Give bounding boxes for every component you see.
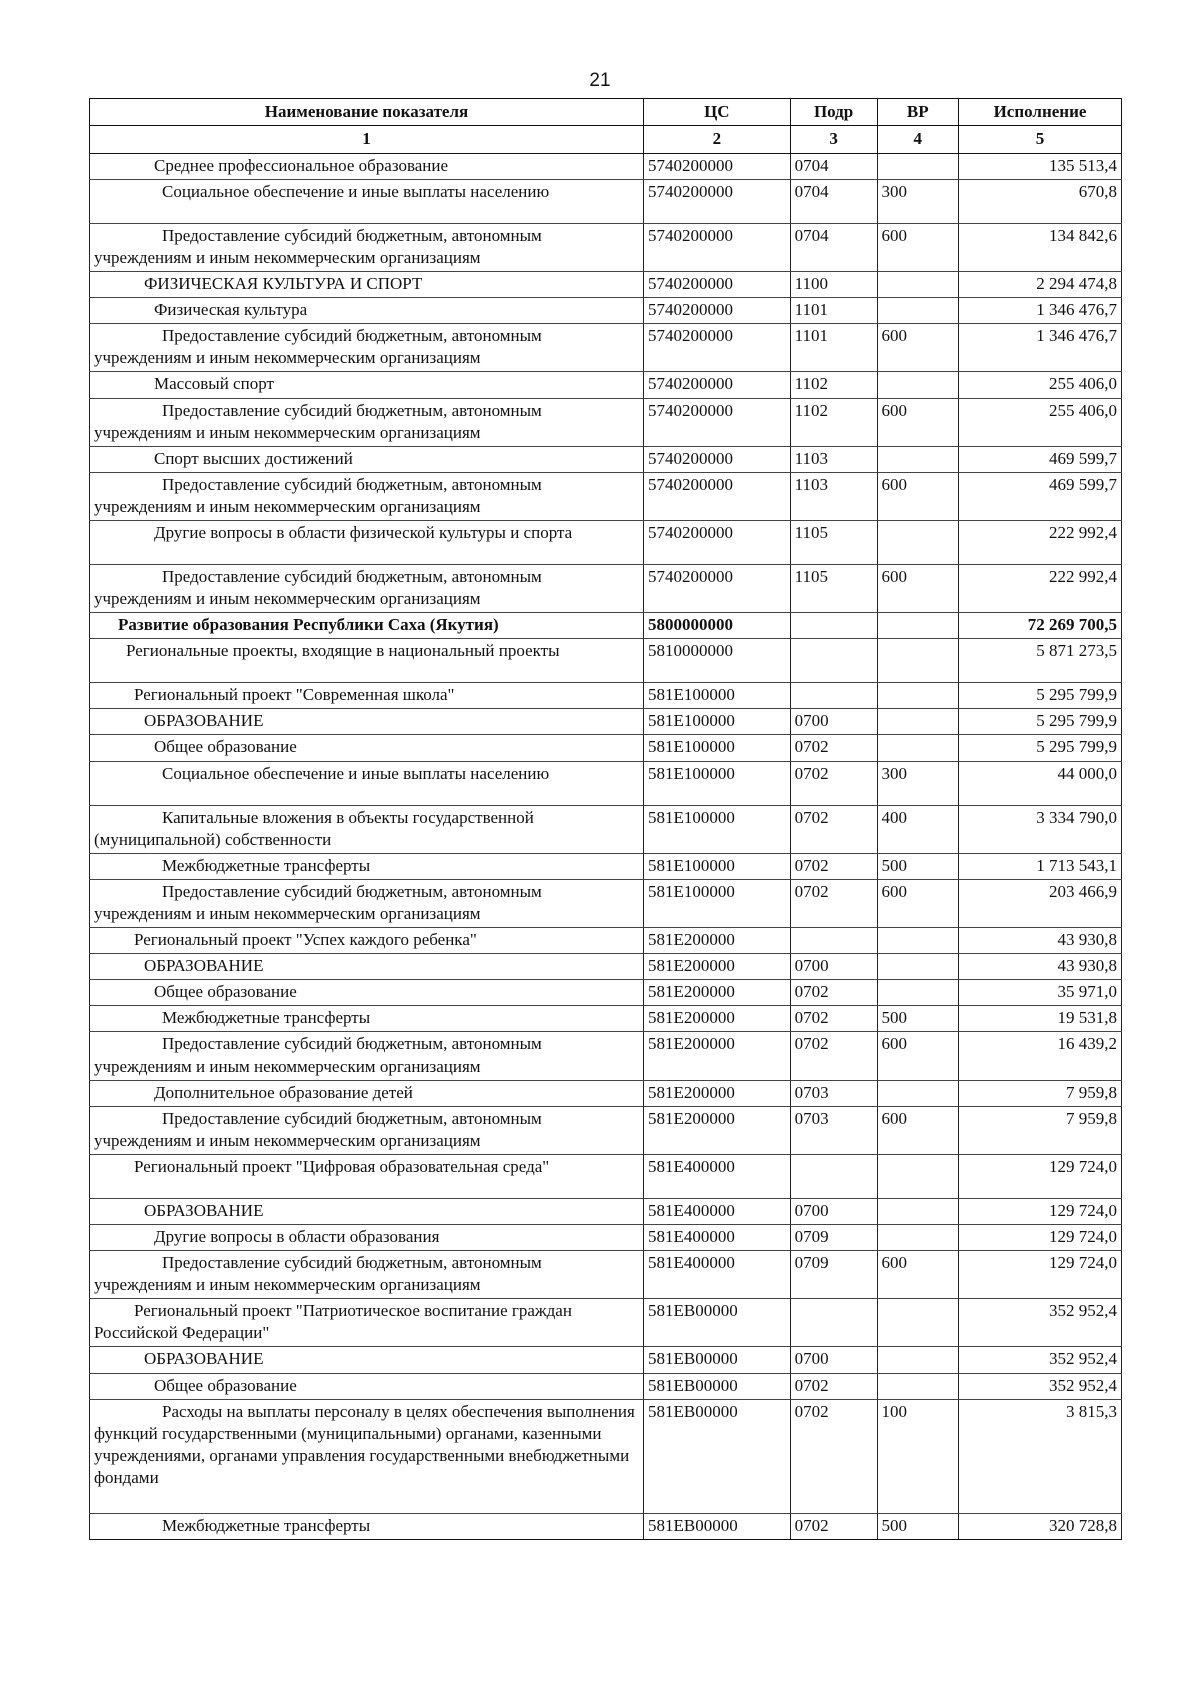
row-podr: 0704: [790, 223, 877, 271]
row-cs: 581EB00000: [644, 1299, 791, 1347]
row-vr: 600: [877, 879, 958, 927]
row-vr: [877, 1299, 958, 1347]
header-podr: Подр: [790, 99, 877, 126]
column-number: 2: [644, 126, 791, 153]
row-cs: 5740200000: [644, 521, 791, 565]
row-podr: 1101: [790, 324, 877, 372]
row-amount: 5 295 799,9: [959, 683, 1122, 709]
table-row: [90, 709, 1122, 735]
row-cs: 5740200000: [644, 398, 791, 446]
row-name: Региональный проект "Успех каждого ребенка": [90, 928, 644, 954]
row-vr: 600: [877, 398, 958, 446]
column-number: 3: [790, 126, 877, 153]
row-cs: 5740200000: [644, 472, 791, 520]
row-name: Социальное обеспечение и иные выплаты населению: [90, 179, 644, 223]
table-row: [90, 1373, 1122, 1399]
row-vr: [877, 372, 958, 398]
table-row: [90, 613, 1122, 639]
row-amount: 5 295 799,9: [959, 709, 1122, 735]
row-cs: 5740200000: [644, 179, 791, 223]
row-vr: [877, 980, 958, 1006]
row-vr: [877, 1080, 958, 1106]
row-vr: [877, 1373, 958, 1399]
row-cs: 5740200000: [644, 153, 791, 179]
row-podr: 0702: [790, 1032, 877, 1080]
table-body: [90, 153, 1122, 1539]
row-cs: 581E200000: [644, 1080, 791, 1106]
row-name: Общее образование: [90, 980, 644, 1006]
table-row: [90, 735, 1122, 761]
row-vr: [877, 613, 958, 639]
row-amount: 469 599,7: [959, 472, 1122, 520]
row-name: Межбюджетные трансферты: [90, 1513, 644, 1539]
row-cs: 581E100000: [644, 761, 791, 805]
row-amount: 3 334 790,0: [959, 805, 1122, 853]
row-name: Региональные проекты, входящие в национальный проекты: [90, 639, 644, 683]
table-row: [90, 639, 1122, 683]
row-vr: [877, 954, 958, 980]
row-vr: [877, 735, 958, 761]
row-podr: 0704: [790, 179, 877, 223]
column-number: 5: [959, 126, 1122, 153]
table-row: [90, 1106, 1122, 1154]
row-podr: 0702: [790, 761, 877, 805]
row-name: Предоставление субсидий бюджетным, автономным учреждениям и иным некоммерческим организациям: [90, 1106, 644, 1154]
row-vr: [877, 709, 958, 735]
row-amount: 134 842,6: [959, 223, 1122, 271]
table-row: [90, 879, 1122, 927]
row-vr: [877, 683, 958, 709]
row-amount: 129 724,0: [959, 1251, 1122, 1299]
row-name: Спорт высших достижений: [90, 446, 644, 472]
column-number: 4: [877, 126, 958, 153]
row-amount: 44 000,0: [959, 761, 1122, 805]
row-vr: 600: [877, 324, 958, 372]
row-cs: 581E100000: [644, 879, 791, 927]
row-cs: 581E200000: [644, 980, 791, 1006]
row-podr: 1103: [790, 446, 877, 472]
row-amount: 1 346 476,7: [959, 298, 1122, 324]
row-name: Развитие образования Республики Саха (Якутия): [90, 613, 644, 639]
row-cs: 581E100000: [644, 805, 791, 853]
header-vr: ВР: [877, 99, 958, 126]
row-cs: 581EB00000: [644, 1513, 791, 1539]
row-name: Региональный проект "Современная школа": [90, 683, 644, 709]
row-name: Капитальные вложения в объекты государственной (муниципальной) собственности: [90, 805, 644, 853]
table-row: [90, 521, 1122, 565]
row-amount: 129 724,0: [959, 1154, 1122, 1198]
row-vr: [877, 1347, 958, 1373]
table-row: [90, 298, 1122, 324]
row-cs: 5800000000: [644, 613, 791, 639]
row-name: ОБРАЗОВАНИЕ: [90, 1347, 644, 1373]
row-podr: 1105: [790, 521, 877, 565]
row-vr: 300: [877, 761, 958, 805]
row-amount: 352 952,4: [959, 1347, 1122, 1373]
table-row: [90, 954, 1122, 980]
row-podr: 0703: [790, 1106, 877, 1154]
row-amount: 19 531,8: [959, 1006, 1122, 1032]
row-podr: 0702: [790, 1399, 877, 1513]
row-vr: [877, 521, 958, 565]
row-cs: 581EB00000: [644, 1399, 791, 1513]
row-name: Общее образование: [90, 735, 644, 761]
table-row: [90, 1251, 1122, 1299]
row-cs: 581E100000: [644, 735, 791, 761]
row-amount: 203 466,9: [959, 879, 1122, 927]
row-vr: [877, 1154, 958, 1198]
row-amount: 320 728,8: [959, 1513, 1122, 1539]
row-amount: 670,8: [959, 179, 1122, 223]
row-amount: 43 930,8: [959, 954, 1122, 980]
row-podr: 0709: [790, 1251, 877, 1299]
row-podr: 1103: [790, 472, 877, 520]
row-name: ОБРАЗОВАНИЕ: [90, 709, 644, 735]
row-name: Другие вопросы в области образования: [90, 1224, 644, 1250]
row-amount: 135 513,4: [959, 153, 1122, 179]
table-row: [90, 1154, 1122, 1198]
row-amount: 16 439,2: [959, 1032, 1122, 1080]
row-cs: 581E200000: [644, 1032, 791, 1080]
row-amount: 352 952,4: [959, 1299, 1122, 1347]
row-podr: 0702: [790, 1373, 877, 1399]
row-amount: 255 406,0: [959, 372, 1122, 398]
row-name: Социальное обеспечение и иные выплаты населению: [90, 761, 644, 805]
header-name: Наименование показателя: [90, 99, 644, 126]
table-row: [90, 372, 1122, 398]
row-name: Региональный проект "Патриотическое воспитание граждан Российской Федерации": [90, 1299, 644, 1347]
table-row: [90, 1032, 1122, 1080]
row-vr: [877, 928, 958, 954]
row-podr: 0700: [790, 1347, 877, 1373]
table-row: [90, 683, 1122, 709]
row-cs: 581EB00000: [644, 1373, 791, 1399]
row-vr: 600: [877, 1251, 958, 1299]
row-cs: 5740200000: [644, 324, 791, 372]
row-podr: [790, 1154, 877, 1198]
row-vr: [877, 639, 958, 683]
row-amount: 469 599,7: [959, 446, 1122, 472]
row-vr: [877, 298, 958, 324]
table-row: [90, 980, 1122, 1006]
row-podr: 0700: [790, 1198, 877, 1224]
row-name: Предоставление субсидий бюджетным, автономным учреждениям и иным некоммерческим организациям: [90, 223, 644, 271]
table-row: [90, 153, 1122, 179]
row-cs: 5740200000: [644, 565, 791, 613]
row-podr: 0700: [790, 709, 877, 735]
row-podr: 0702: [790, 879, 877, 927]
table-row: [90, 179, 1122, 223]
row-podr: 0702: [790, 1006, 877, 1032]
table-row: [90, 1224, 1122, 1250]
row-podr: 1105: [790, 565, 877, 613]
row-vr: [877, 1198, 958, 1224]
row-cs: 5740200000: [644, 272, 791, 298]
header-amount: Исполнение: [959, 99, 1122, 126]
row-vr: 100: [877, 1399, 958, 1513]
row-name: Предоставление субсидий бюджетным, автономным учреждениям и иным некоммерческим организациям: [90, 472, 644, 520]
row-vr: [877, 272, 958, 298]
page-number: 21: [589, 70, 611, 91]
row-name: ФИЗИЧЕСКАЯ КУЛЬТУРА И СПОРТ: [90, 272, 644, 298]
row-amount: 1 713 543,1: [959, 853, 1122, 879]
row-podr: 0702: [790, 980, 877, 1006]
row-cs: 581E200000: [644, 928, 791, 954]
row-cs: 581E200000: [644, 1006, 791, 1032]
row-name: Массовый спорт: [90, 372, 644, 398]
row-name: Предоставление субсидий бюджетным, автономным учреждениям и иным некоммерческим организациям: [90, 398, 644, 446]
row-podr: [790, 1299, 877, 1347]
row-podr: [790, 639, 877, 683]
row-podr: 0700: [790, 954, 877, 980]
row-name: Общее образование: [90, 1373, 644, 1399]
row-name: Предоставление субсидий бюджетным, автономным учреждениям и иным некоммерческим организациям: [90, 1251, 644, 1299]
row-name: Предоставление субсидий бюджетным, автономным учреждениям и иным некоммерческим организациям: [90, 879, 644, 927]
row-cs: 581E200000: [644, 1106, 791, 1154]
row-name: Региональный проект "Цифровая образовательная среда": [90, 1154, 644, 1198]
row-amount: 352 952,4: [959, 1373, 1122, 1399]
table-row: [90, 853, 1122, 879]
row-amount: 7 959,8: [959, 1106, 1122, 1154]
row-amount: 255 406,0: [959, 398, 1122, 446]
row-podr: 0709: [790, 1224, 877, 1250]
table-row: [90, 805, 1122, 853]
header-row: [90, 99, 1122, 126]
column-number: 1: [90, 126, 644, 153]
row-name: Предоставление субсидий бюджетным, автономным учреждениям и иным некоммерческим организациям: [90, 1032, 644, 1080]
table-row: [90, 1006, 1122, 1032]
table-row: [90, 761, 1122, 805]
row-vr: 600: [877, 223, 958, 271]
row-cs: 581E100000: [644, 853, 791, 879]
row-podr: 1100: [790, 272, 877, 298]
row-cs: 581E400000: [644, 1154, 791, 1198]
row-podr: 1102: [790, 398, 877, 446]
row-cs: 5740200000: [644, 298, 791, 324]
table-row: [90, 1399, 1122, 1513]
table-row: [90, 1347, 1122, 1373]
row-vr: 600: [877, 1106, 958, 1154]
row-name: Предоставление субсидий бюджетным, автономным учреждениям и иным некоммерческим организациям: [90, 565, 644, 613]
row-cs: 581E200000: [644, 954, 791, 980]
row-vr: 500: [877, 1006, 958, 1032]
row-name: Расходы на выплаты персоналу в целях обеспечения выполнения функций государственными (муниципальными) органами, казенными учреждениями, органами управления государственными внебюджетными фондами: [90, 1399, 644, 1513]
column-number-row: [90, 126, 1122, 153]
row-name: Межбюджетные трансферты: [90, 853, 644, 879]
row-amount: 129 724,0: [959, 1224, 1122, 1250]
table-row: [90, 1513, 1122, 1539]
row-amount: 5 295 799,9: [959, 735, 1122, 761]
table-row: [90, 928, 1122, 954]
row-amount: 7 959,8: [959, 1080, 1122, 1106]
row-vr: [877, 1224, 958, 1250]
row-amount: 1 346 476,7: [959, 324, 1122, 372]
budget-execution-table: [89, 98, 1122, 1540]
row-cs: 5740200000: [644, 372, 791, 398]
row-amount: 222 992,4: [959, 521, 1122, 565]
row-cs: 5740200000: [644, 446, 791, 472]
row-cs: 5810000000: [644, 639, 791, 683]
row-name: ОБРАЗОВАНИЕ: [90, 1198, 644, 1224]
row-vr: [877, 153, 958, 179]
row-amount: 3 815,3: [959, 1399, 1122, 1513]
table-row: [90, 446, 1122, 472]
row-amount: 43 930,8: [959, 928, 1122, 954]
row-cs: 5740200000: [644, 223, 791, 271]
row-podr: 1101: [790, 298, 877, 324]
row-cs: 581E100000: [644, 683, 791, 709]
row-podr: 0703: [790, 1080, 877, 1106]
table-row: [90, 324, 1122, 372]
row-amount: 222 992,4: [959, 565, 1122, 613]
row-name: Среднее профессиональное образование: [90, 153, 644, 179]
row-cs: 581E400000: [644, 1198, 791, 1224]
row-vr: 500: [877, 853, 958, 879]
row-amount: 72 269 700,5: [959, 613, 1122, 639]
table-row: [90, 1299, 1122, 1347]
row-name: Дополнительное образование детей: [90, 1080, 644, 1106]
row-podr: [790, 928, 877, 954]
row-podr: 0702: [790, 853, 877, 879]
row-vr: [877, 446, 958, 472]
row-vr: 400: [877, 805, 958, 853]
row-vr: 300: [877, 179, 958, 223]
row-name: Физическая культура: [90, 298, 644, 324]
row-vr: 600: [877, 565, 958, 613]
row-cs: 581E100000: [644, 709, 791, 735]
table-row: [90, 565, 1122, 613]
row-amount: 35 971,0: [959, 980, 1122, 1006]
row-podr: 0702: [790, 735, 877, 761]
row-name: ОБРАЗОВАНИЕ: [90, 954, 644, 980]
row-vr: 600: [877, 472, 958, 520]
table-row: [90, 1198, 1122, 1224]
header-cs: ЦС: [644, 99, 791, 126]
row-podr: 0704: [790, 153, 877, 179]
row-name: Межбюджетные трансферты: [90, 1006, 644, 1032]
row-podr: [790, 613, 877, 639]
row-podr: [790, 683, 877, 709]
row-name: Предоставление субсидий бюджетным, автономным учреждениям и иным некоммерческим организациям: [90, 324, 644, 372]
row-vr: 500: [877, 1513, 958, 1539]
row-amount: 129 724,0: [959, 1198, 1122, 1224]
row-cs: 581EB00000: [644, 1347, 791, 1373]
table-row: [90, 223, 1122, 271]
row-name: Другие вопросы в области физической культуры и спорта: [90, 521, 644, 565]
row-cs: 581E400000: [644, 1224, 791, 1250]
row-podr: 0702: [790, 1513, 877, 1539]
row-amount: 5 871 273,5: [959, 639, 1122, 683]
row-vr: 600: [877, 1032, 958, 1080]
row-cs: 581E400000: [644, 1251, 791, 1299]
table-row: [90, 1080, 1122, 1106]
row-amount: 2 294 474,8: [959, 272, 1122, 298]
table-row: [90, 472, 1122, 520]
table-row: [90, 272, 1122, 298]
table-row: [90, 398, 1122, 446]
row-podr: 0702: [790, 805, 877, 853]
row-podr: 1102: [790, 372, 877, 398]
